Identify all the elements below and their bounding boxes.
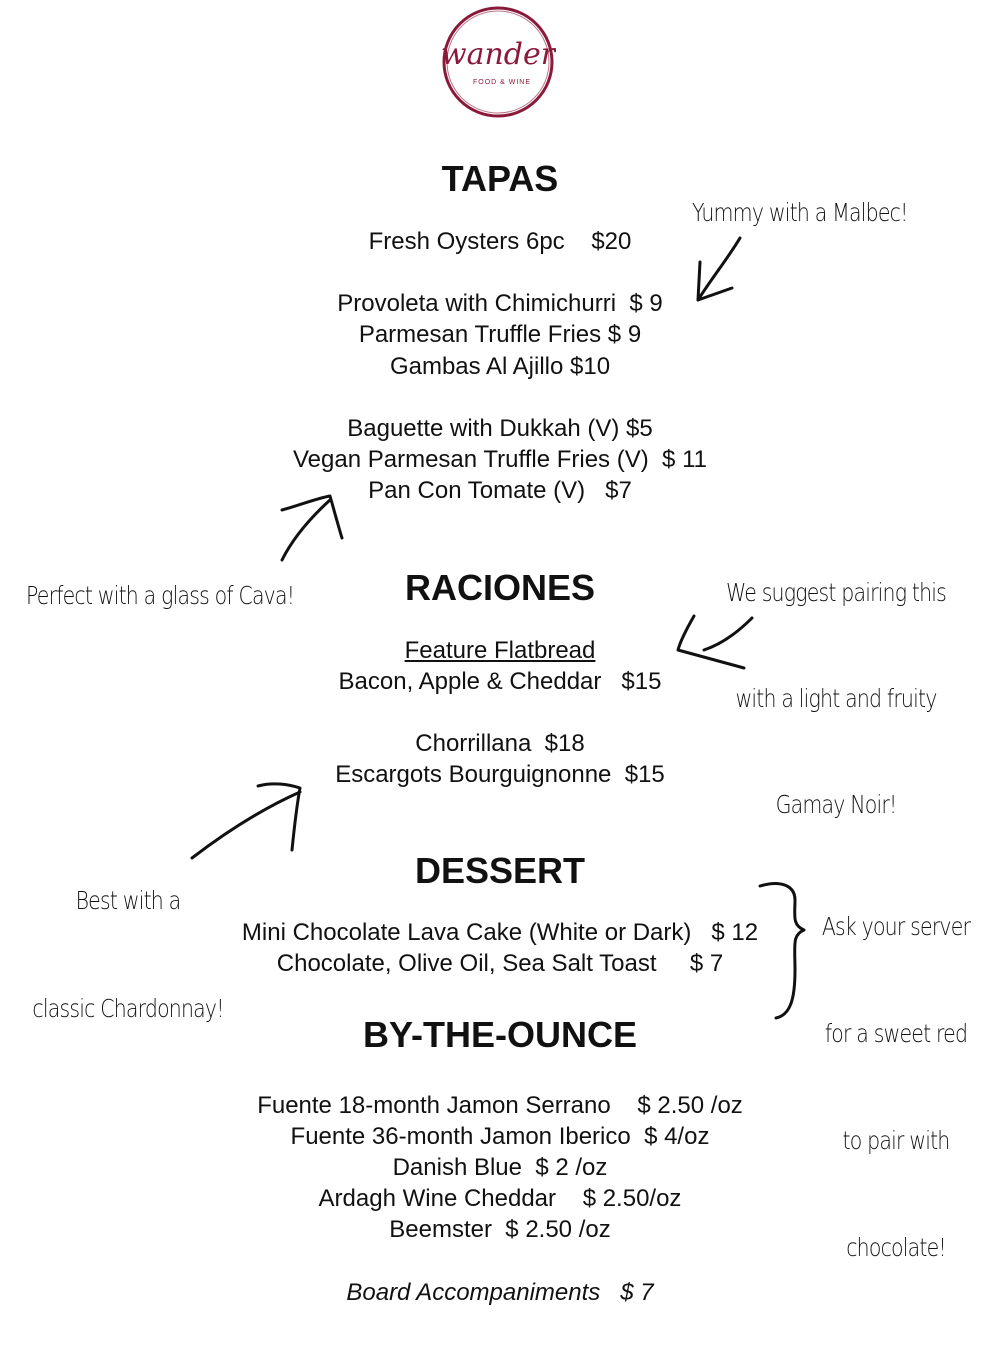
board-accompaniments: Board Accompaniments $ 7 — [346, 1279, 654, 1306]
note-gamay: We suggest pairing this with a light and fruity Gamay Noir! — [725, 578, 947, 819]
wander-logo — [440, 4, 556, 120]
menu-item: Baguette with Dukkah (V) $5 — [347, 415, 653, 442]
note-sweet-red: Ask your server for a sweet red to pair with chocolate! — [821, 912, 971, 1262]
menu-item: Escargots Bourguignonne $15 — [335, 761, 665, 788]
menu-item: Chorrillana $18 — [415, 730, 585, 757]
menu-item: Pan Con Tomate (V) $7 — [368, 477, 632, 504]
menu-item: Chocolate, Olive Oil, Sea Salt Toast $ 7 — [276, 950, 724, 977]
menu-item: Ardagh Wine Cheddar $ 2.50/oz — [318, 1185, 682, 1212]
menu-item: Beemster $ 2.50 /oz — [389, 1216, 611, 1243]
note-malbec: Yummy with a Malbec! — [692, 198, 908, 227]
menu-item: Fuente 18-month Jamon Serrano $ 2.50 /oz — [257, 1092, 743, 1119]
by-the-ounce-heading: BY-THE-OUNCE — [362, 1014, 637, 1055]
raciones-heading: RACIONES — [404, 567, 596, 608]
logo-subtitle: FOOD & WINE — [472, 79, 532, 86]
logo-script: wander — [440, 37, 556, 72]
menu-item: Provoleta with Chimichurri $ 9 — [337, 290, 663, 317]
feature-flatbread-label: Feature Flatbread — [404, 637, 596, 664]
menu-item: Fresh Oysters 6pc $20 — [368, 228, 632, 255]
menu-item: Fuente 36-month Jamon Iberico $ 4/oz — [290, 1123, 710, 1150]
menu-item: Mini Chocolate Lava Cake (White or Dark) $ 12 — [241, 919, 759, 946]
dessert-heading: DESSERT — [414, 850, 586, 891]
menu-item: Gambas Al Ajillo $10 — [389, 353, 611, 380]
menu-item: Bacon, Apple & Cheddar $15 — [338, 668, 662, 695]
note-chardonnay: Best with a classic Chardonnay! — [32, 886, 224, 1023]
menu-item: Parmesan Truffle Fries $ 9 — [358, 321, 642, 348]
tapas-heading: TAPAS — [441, 158, 559, 199]
menu-item: Vegan Parmesan Truffle Fries (V) $ 11 — [293, 446, 707, 473]
note-cava: Perfect with a glass of Cava! — [26, 581, 295, 610]
menu-item: Danish Blue $ 2 /oz — [392, 1154, 608, 1181]
